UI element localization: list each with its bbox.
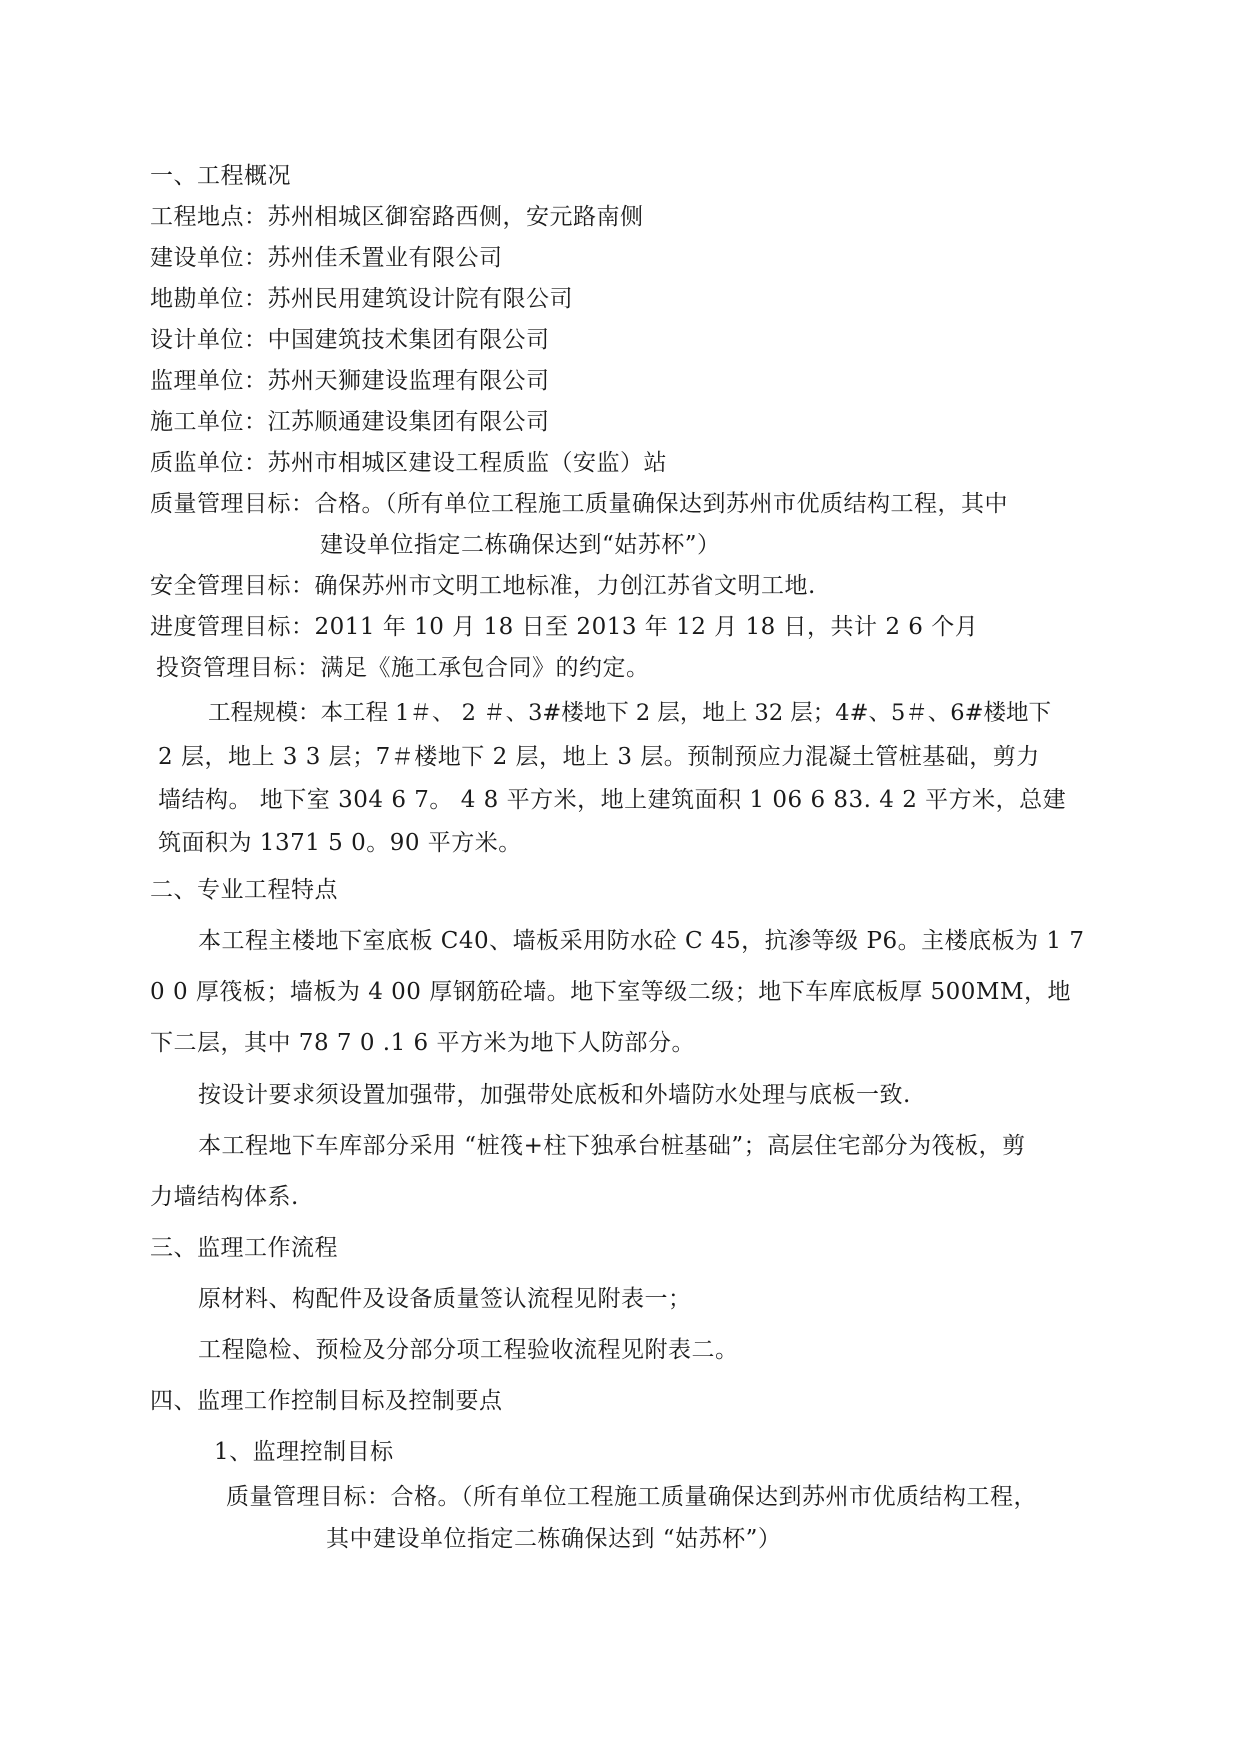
section-3-item-1: 原材料、构配件及设备质量签认流程见附表一； [198, 1286, 692, 1312]
quality-goal-line-1: 质量管理目标：合格。（所有单位工程施工质量确保达到苏州市优质结构工程，其中 [150, 491, 1008, 517]
project-scale-line-2: 2 层，地上 3 3 层；7＃楼地下 2 层，地上 3 层。预制预应力混凝土管桩基础，剪力 [158, 744, 1040, 770]
section-4-heading: 四、监理工作控制目标及控制要点 [150, 1388, 503, 1414]
section-4-quality-goal-line-1: 质量管理目标：合格。（所有单位工程施工质量确保达到苏州市优质结构工程， [226, 1484, 1037, 1510]
section-2-heading: 二、专业工程特点 [150, 877, 338, 903]
survey-unit: 地勘单位：苏州民用建筑设计院有限公司 [150, 286, 573, 312]
section-2-paragraph-2: 按设计要求须设置加强带，加强带处底板和外墙防水处理与底板一致. [198, 1082, 911, 1108]
section-2-paragraph-3-line-2: 力墙结构体系. [150, 1184, 299, 1210]
project-location: 工程地点：苏州相城区御窑路西侧，安元路南侧 [150, 204, 644, 230]
section-2-paragraph-1-line-2: 0 0 厚筏板；墙板为 4 00 厚钢筋砼墙。地下室等级二级；地下车库底板厚 500MM，地 [150, 979, 1072, 1005]
section-2-paragraph-1-line-3: 下二层，其中 78 7 0 .1 6 平方米为地下人防部分。 [150, 1030, 695, 1056]
owner-unit: 建设单位：苏州佳禾置业有限公司 [150, 245, 503, 271]
section-1-heading: 一、工程概况 [150, 163, 291, 189]
schedule-goal: 进度管理目标：2011 年 10 月 18 日至 2013 年 12 月 18 日，共计 2 6 个月 [150, 614, 979, 640]
investment-goal: 投资管理目标：满足《施工承包合同》的约定。 [156, 655, 650, 681]
project-scale-line-1: 工程规模：本工程 1＃、 2 ＃、3#楼地下 2 层，地上 32 层；4#、5＃、6#楼地下 [208, 700, 1051, 726]
section-4-quality-goal-line-2: 其中建设单位指定二栋确保达到 “姑苏杯”） [326, 1526, 782, 1552]
supervision-unit: 监理单位：苏州天狮建设监理有限公司 [150, 368, 550, 394]
quality-supervision-unit: 质监单位：苏州市相城区建设工程质监（安监）站 [150, 450, 667, 476]
section-2-paragraph-3-line-1: 本工程地下车库部分采用 “桩筏+柱下独承台桩基础”；高层住宅部分为筏板，剪 [198, 1133, 1026, 1159]
project-scale-line-3: 墙结构。 地下室 304 6 7。 4 8 平方米，地上建筑面积 1 06 6 83. 4 2 平方米，总建 [158, 787, 1067, 813]
section-4-sub-heading: 1、监理控制目标 [214, 1439, 394, 1465]
section-3-heading: 三、监理工作流程 [150, 1235, 338, 1261]
project-scale-line-4: 筑面积为 1371 5 0。90 平方米。 [158, 830, 522, 856]
section-2-paragraph-1-line-1: 本工程主楼地下室底板 C40、墙板采用防水砼 C 45，抗渗等级 P6。主楼底板为 1 7 [198, 928, 1085, 954]
quality-goal-line-2: 建设单位指定二栋确保达到“姑苏杯”） [320, 532, 721, 558]
construction-unit: 施工单位：江苏顺通建设集团有限公司 [150, 409, 550, 435]
section-3-item-2: 工程隐检、预检及分部分项工程验收流程见附表二。 [198, 1337, 739, 1363]
design-unit: 设计单位：中国建筑技术集团有限公司 [150, 327, 550, 353]
safety-goal: 安全管理目标：确保苏州市文明工地标准，力创江苏省文明工地. [150, 573, 816, 599]
